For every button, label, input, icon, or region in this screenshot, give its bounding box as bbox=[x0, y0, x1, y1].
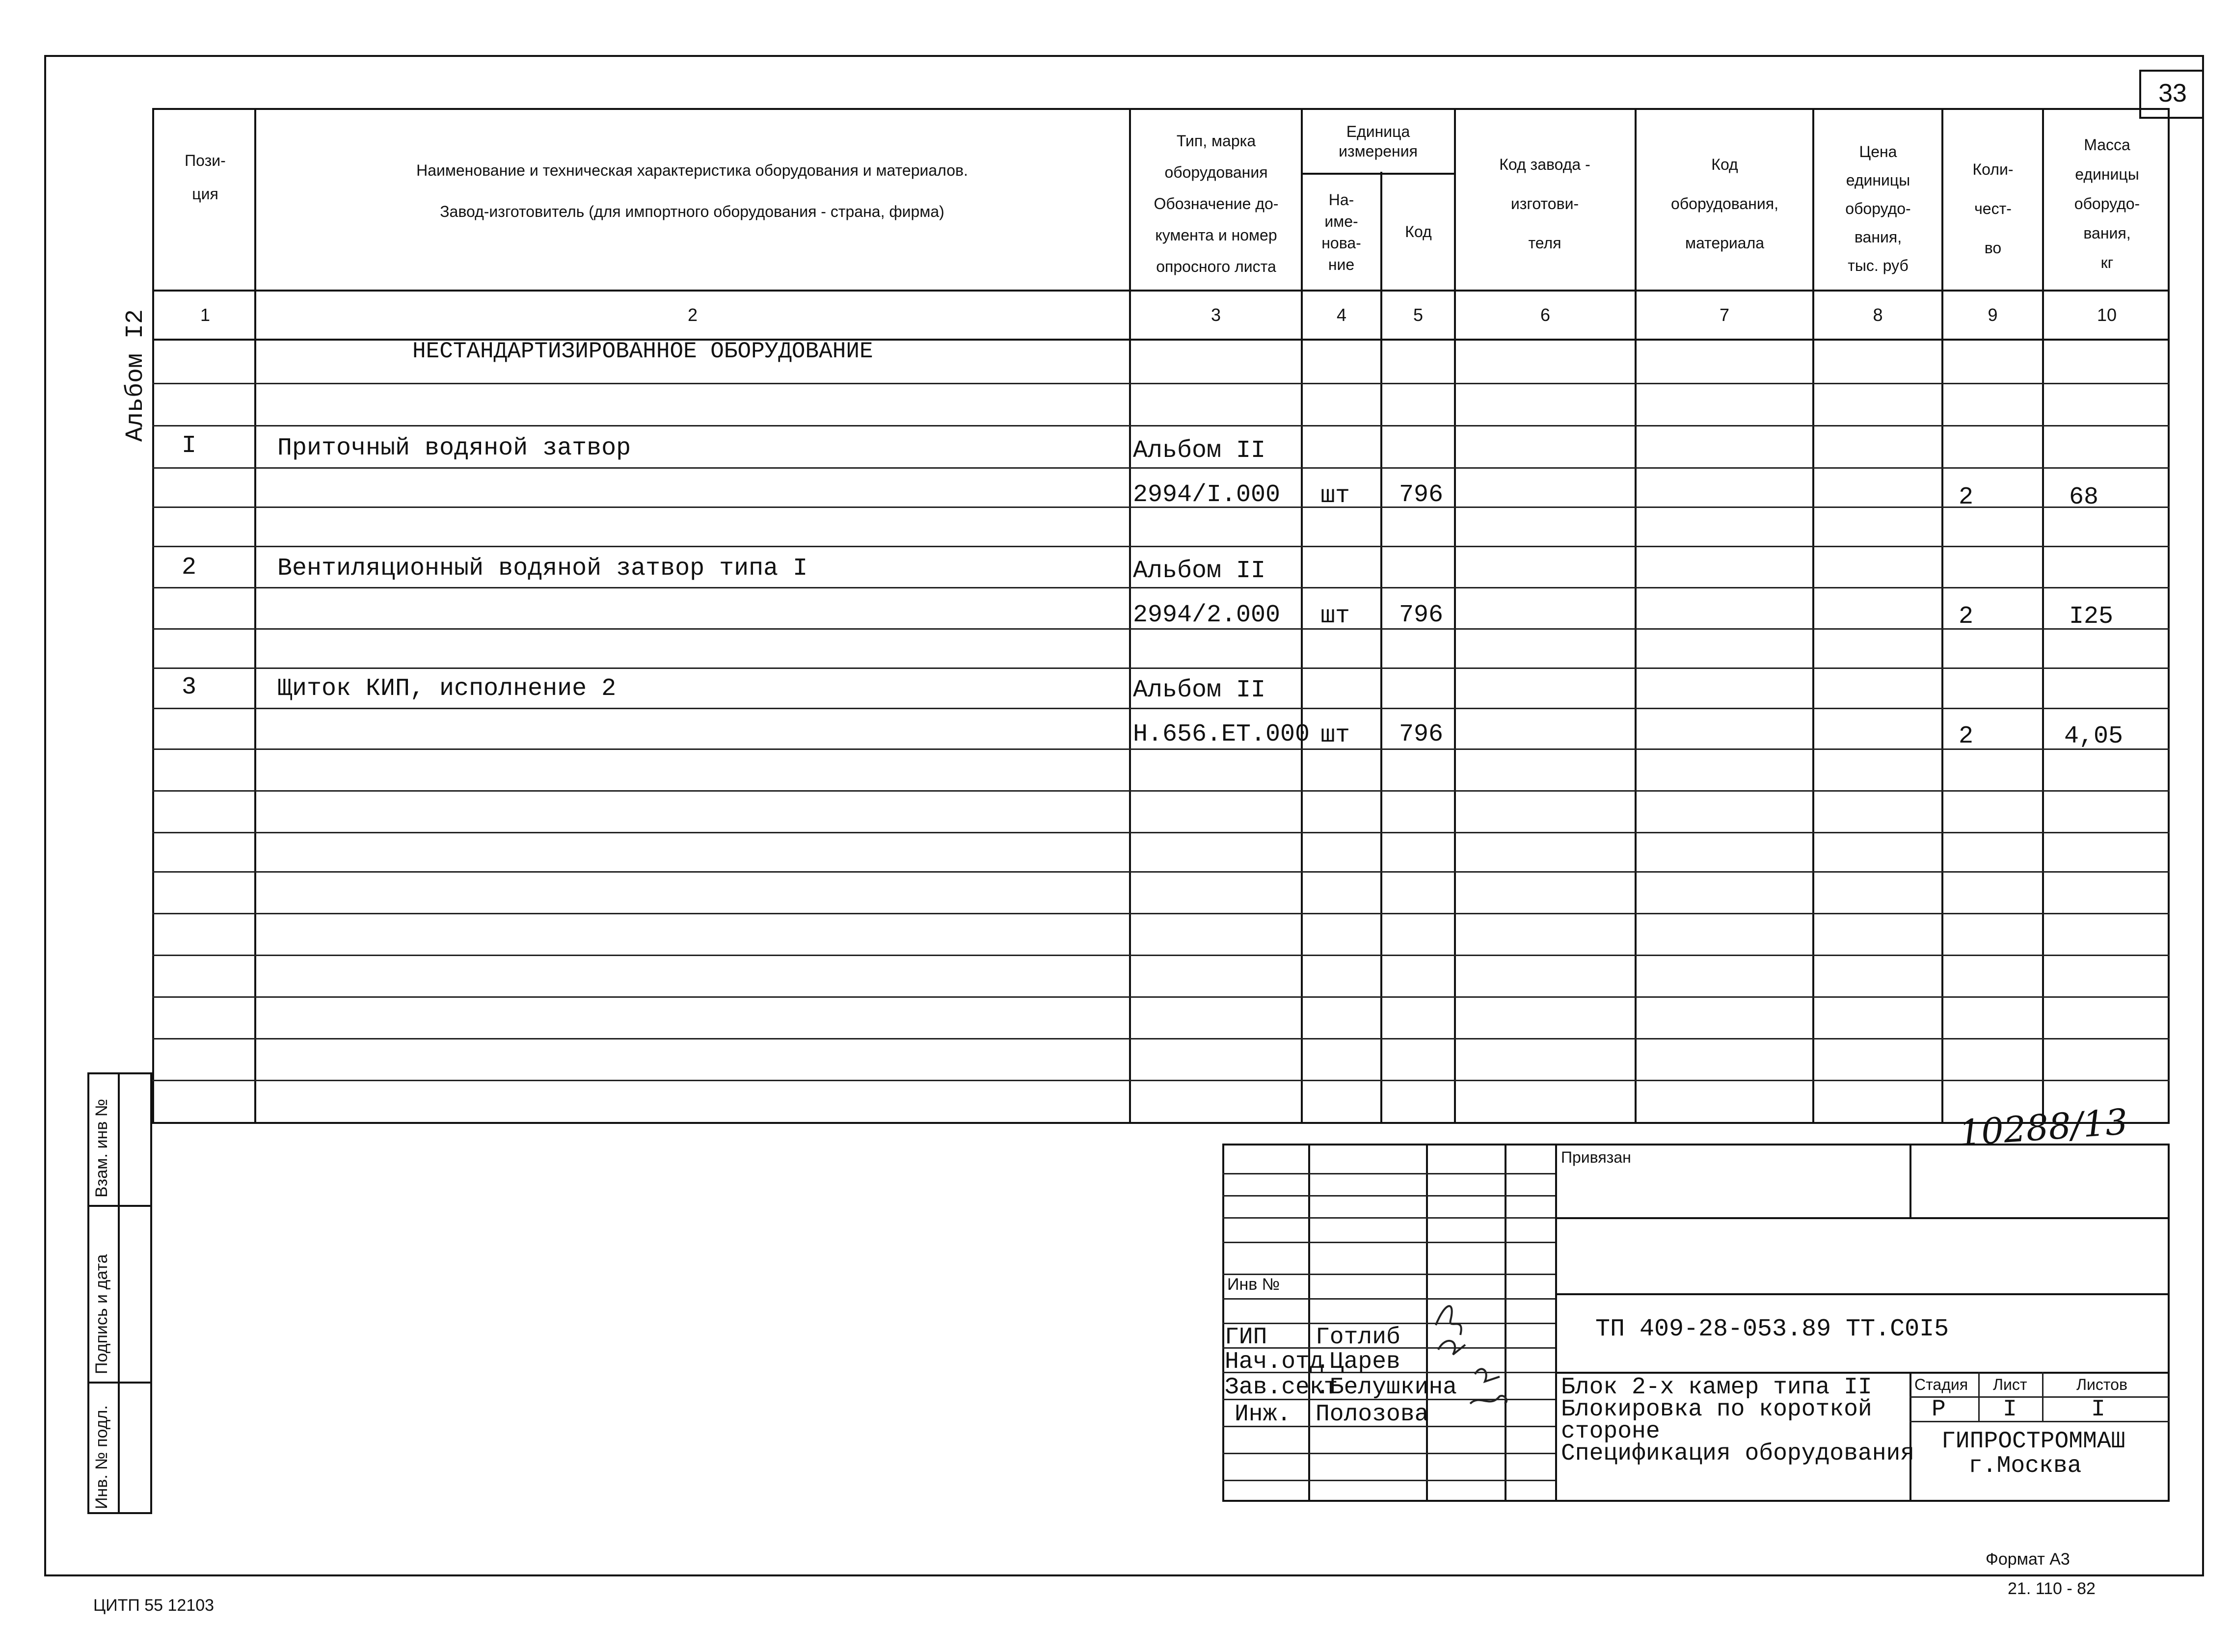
row-line bbox=[152, 708, 2170, 709]
stamp-divider bbox=[1978, 1372, 1980, 1421]
col-divider bbox=[1941, 108, 1943, 1124]
col-number: 2 bbox=[687, 305, 698, 325]
row-line bbox=[152, 425, 2170, 426]
col-number: 6 bbox=[1540, 305, 1551, 325]
stamp-row bbox=[1909, 1421, 2170, 1422]
item-position: 2 bbox=[182, 554, 197, 582]
name-inzh: Полозова bbox=[1316, 1401, 1429, 1428]
col-number: 8 bbox=[1873, 305, 1883, 325]
role-zav-sekt: Зав.сект bbox=[1225, 1374, 1338, 1401]
stamp-row bbox=[1222, 1242, 1555, 1243]
title-line: Блокировка по короткой bbox=[1561, 1396, 1872, 1423]
item-mass: 4,05 bbox=[2064, 722, 2124, 750]
handwritten-code: 10288/13 bbox=[1957, 1101, 2129, 1154]
row-line bbox=[152, 996, 2170, 998]
item-album: Альбом II bbox=[1133, 437, 1266, 465]
stamp-divider bbox=[1555, 1372, 2170, 1374]
col-divider bbox=[2042, 108, 2044, 1124]
stamp-divider bbox=[1555, 1293, 2170, 1295]
col-number: 7 bbox=[1719, 305, 1730, 325]
col-divider bbox=[254, 108, 256, 1124]
item-unit-code: 796 bbox=[1399, 720, 1444, 748]
header-col2: Наименование и техническая характеристика оборудования и материалов. Завод-изготовитель (для импортного оборудования - страна, фирма) bbox=[416, 161, 968, 220]
item-quantity: 2 bbox=[1959, 603, 1974, 631]
header-col5: Код bbox=[1405, 223, 1432, 240]
item-unit-code: 796 bbox=[1399, 481, 1444, 509]
title-line: стороне bbox=[1561, 1418, 1660, 1445]
col-divider bbox=[1812, 108, 1814, 1124]
name-zav-sekt: .Белушкина bbox=[1316, 1374, 1457, 1401]
item-position: I bbox=[182, 432, 197, 460]
row-line bbox=[152, 587, 2170, 588]
col-divider bbox=[1454, 108, 1456, 1124]
stamp-row bbox=[1909, 1396, 2170, 1398]
header-bottom-line bbox=[152, 290, 2170, 292]
stamp-row bbox=[1222, 1195, 1555, 1197]
row-line bbox=[152, 790, 2170, 792]
col-number: 10 bbox=[2097, 305, 2117, 325]
item-quantity: 2 bbox=[1959, 722, 1974, 750]
footer-left-code: ЦИТП 55 12103 bbox=[93, 1596, 215, 1615]
title-line: Блок 2-х камер типа II bbox=[1561, 1374, 1872, 1401]
item-quantity: 2 bbox=[1959, 483, 1974, 511]
name-nach-otd: .Царев bbox=[1316, 1349, 1400, 1375]
org-name: ГИПРОСТРОММАШ bbox=[1941, 1428, 2125, 1455]
header-col7: Код оборудования, материала bbox=[1671, 156, 1778, 252]
row-line bbox=[152, 871, 2170, 873]
inv-podl-label: Инв. № подл. bbox=[92, 1405, 111, 1509]
stamp-divider bbox=[1555, 1217, 2170, 1219]
col-number: 4 bbox=[1336, 305, 1347, 325]
footer-standard: 21. 110 - 82 bbox=[2008, 1579, 2096, 1598]
stage-label: Стадия bbox=[1914, 1376, 1968, 1393]
inv-label: Инв № bbox=[1227, 1275, 1280, 1294]
title-line: Спецификация оборудования bbox=[1561, 1440, 1915, 1467]
item-unit: шт bbox=[1320, 721, 1350, 749]
col-divider bbox=[1635, 108, 1637, 1124]
left-margin-divider bbox=[87, 1382, 152, 1384]
header-col1: Пози- ция bbox=[185, 152, 226, 203]
header-subline bbox=[1301, 173, 1454, 175]
col-divider bbox=[1129, 108, 1131, 1124]
header-col6: Код завода - изготови- теля bbox=[1499, 156, 1590, 252]
item-doc: 2994/2.000 bbox=[1133, 601, 1281, 629]
stage-value: Р bbox=[1932, 1396, 1946, 1423]
row-line bbox=[152, 383, 2170, 384]
left-margin-divider bbox=[87, 1205, 152, 1207]
section-title: НЕСТАНДАРТИЗИРОВАННОЕ ОБОРУДОВАНИЕ bbox=[412, 339, 873, 364]
col-number: 1 bbox=[200, 305, 211, 325]
item-album: Альбом II bbox=[1133, 557, 1266, 585]
item-unit: шт bbox=[1320, 482, 1350, 510]
item-mass: I25 bbox=[2069, 603, 2114, 631]
row-line bbox=[152, 1038, 2170, 1039]
left-margin-divider bbox=[118, 1072, 120, 1514]
signatures bbox=[1426, 1296, 1514, 1433]
role-nach-otd: Нач.отд bbox=[1225, 1349, 1324, 1375]
row-line bbox=[152, 832, 2170, 833]
vzam-label: Взам. инв № bbox=[92, 1098, 111, 1198]
album-side-label: Альбом I2 bbox=[122, 309, 150, 442]
item-doc: 2994/I.000 bbox=[1133, 481, 1281, 509]
item-mass: 68 bbox=[2069, 483, 2099, 511]
sheets-value: I bbox=[2091, 1396, 2105, 1423]
stamp-row bbox=[1222, 1453, 1555, 1454]
stamp-divider bbox=[1909, 1372, 1911, 1502]
header-col10: Масса единицы оборудо- вания, кг bbox=[2074, 136, 2140, 271]
col-number: 9 bbox=[1988, 305, 1998, 325]
stamp-divider bbox=[2042, 1372, 2044, 1421]
col-divider bbox=[1301, 108, 1303, 1124]
header-unit-group: Единица измерения bbox=[1339, 123, 1418, 160]
org-city: г.Москва bbox=[1968, 1453, 2082, 1479]
sheet-number: 33 bbox=[2158, 79, 2187, 107]
item-album: Альбом II bbox=[1133, 676, 1266, 704]
name-gip: Готлиб bbox=[1316, 1324, 1400, 1351]
sheet-label: Лист bbox=[1993, 1376, 2027, 1393]
row-line bbox=[152, 748, 2170, 750]
row-line bbox=[152, 955, 2170, 956]
sheet-value: I bbox=[2003, 1396, 2017, 1423]
attached-label: Привязан bbox=[1561, 1148, 1631, 1166]
header-col4: На- име- нова- ние bbox=[1321, 191, 1361, 273]
footer-format: Формат А3 bbox=[1986, 1550, 2070, 1569]
stamp-divider bbox=[1555, 1144, 1557, 1502]
row-line bbox=[152, 913, 2170, 914]
stamp-row bbox=[1222, 1480, 1555, 1481]
stamp-divider bbox=[1909, 1144, 1911, 1217]
item-position: 3 bbox=[182, 673, 197, 701]
podpis-label: Подпись и дата bbox=[92, 1254, 111, 1374]
col-number: 3 bbox=[1210, 305, 1221, 325]
stamp-row bbox=[1222, 1173, 1555, 1174]
col-number: 5 bbox=[1413, 305, 1424, 325]
item-unit-code: 796 bbox=[1399, 601, 1444, 629]
row-line bbox=[152, 667, 2170, 669]
sheets-label: Листов bbox=[2076, 1376, 2127, 1393]
role-gip: ГИП bbox=[1225, 1324, 1267, 1351]
item-doc: Н.656.ЕТ.000 bbox=[1133, 720, 1310, 748]
row-line bbox=[152, 1080, 2170, 1081]
stamp-row bbox=[1222, 1217, 1555, 1219]
role-inzh: Инж. bbox=[1235, 1401, 1291, 1428]
item-name: Вентиляционный водяной затвор типа I bbox=[277, 555, 808, 583]
item-name: Приточный водяной затвор bbox=[277, 434, 631, 462]
item-name: Щиток КИП, исполнение 2 bbox=[277, 675, 617, 703]
header-col3: Тип, марка оборудования Обозначение до- кумента и номер опросного листа bbox=[1154, 132, 1279, 275]
doc-code: ТП 409-28-053.89 ТТ.С0I5 bbox=[1595, 1315, 1949, 1343]
row-line bbox=[152, 467, 2170, 469]
item-unit: шт bbox=[1320, 602, 1350, 630]
header-col9: Коли- чест- во bbox=[1972, 160, 2014, 257]
header-col8: Цена единицы оборудо- вания, тыс. руб bbox=[1845, 143, 1911, 274]
row-line bbox=[152, 546, 2170, 547]
